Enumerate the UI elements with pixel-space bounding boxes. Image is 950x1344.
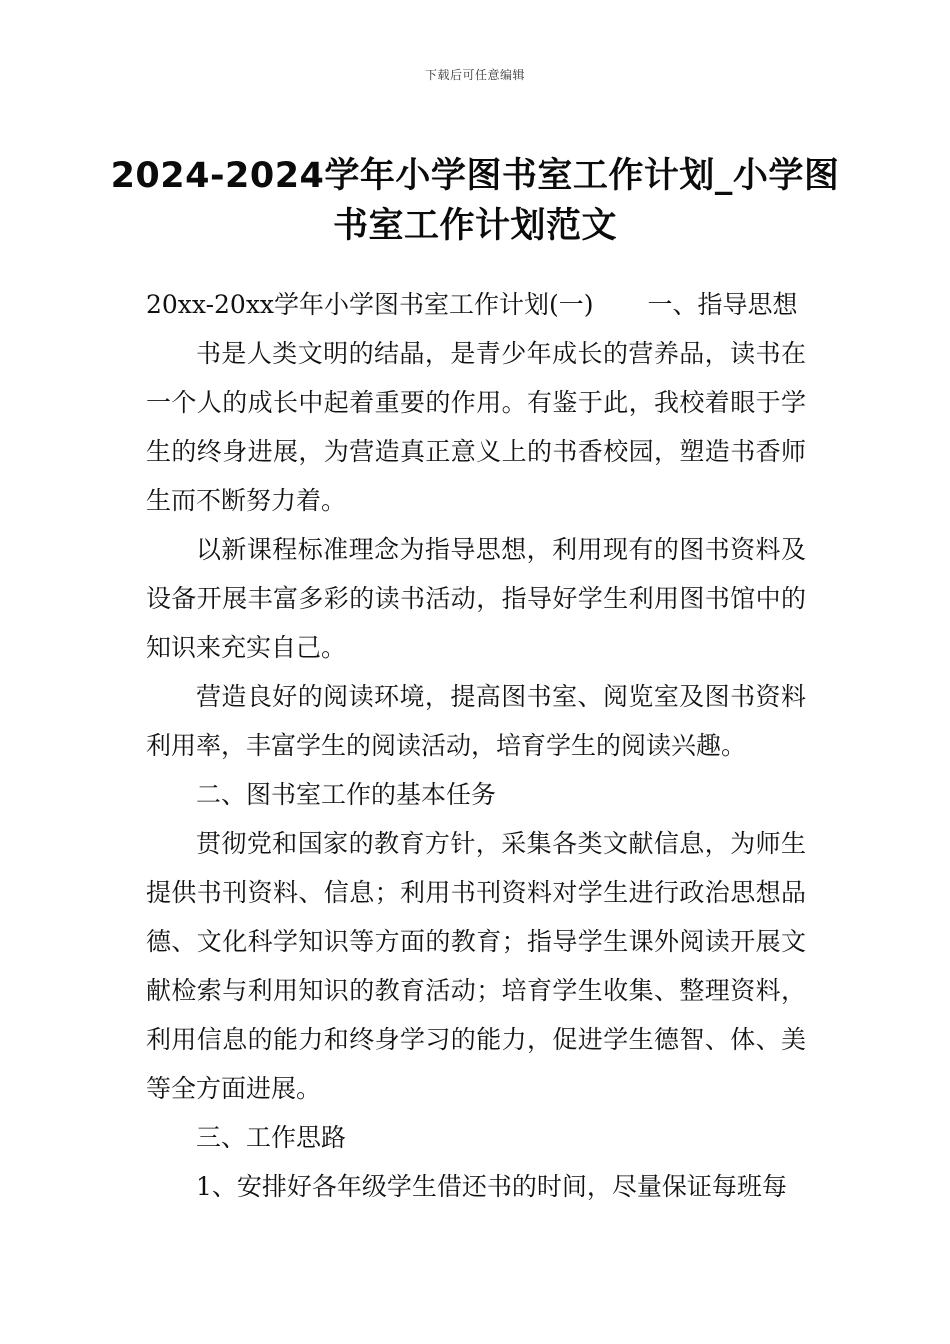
document-title: 2024-2024学年小学图书室工作计划_小学图书室工作计划范文 bbox=[110, 156, 840, 247]
paragraph-1: 书是人类文明的结晶，是青少年成长的营养品，读书在一个人的成长中起着重要的作用。有鉴于此，我校着眼于学生的终身进展，为营造真正意义上的书香校园，塑造书香师生而不断努力着。 bbox=[146, 339, 806, 515]
intro-lead-text: 20xx-20xx学年小学图书室工作计划(一) bbox=[146, 290, 594, 319]
section-heading-1: 一、指导思想 bbox=[647, 290, 798, 319]
section-heading-3: 三、工作思路 bbox=[196, 1123, 347, 1152]
intro-line bbox=[146, 280, 806, 329]
paragraph-3: 营造良好的阅读环境，提高图书室、阅览室及图书资料利用率，丰富学生的阅读活动，培育学生的阅读兴趣。 bbox=[146, 682, 806, 760]
paragraph-5: 1、安排好各年级学生借还书的时间，尽量保证每班每 bbox=[196, 1172, 787, 1201]
header-note: 下载后可任意编辑 bbox=[424, 68, 525, 82]
paragraph-4: 贯彻党和国家的教育方针，采集各类文献信息，为师生提供书刊资料、信息；利用书刊资料对学生进行政治思想品德、文化科学知识等方面的教育；指导学生课外阅读开展文献检索与利用知识的教育活动；培育学生收集、整理资料，利用信息的能力和终身学习的能力，促进学生德智、体、美等全方面进展。 bbox=[146, 829, 806, 1103]
paragraph-2: 以新课程标准理念为指导思想，利用现有的图书资料及设备开展丰富多彩的读书活动，指导好学生利用图书馆中的知识来充实自己。 bbox=[146, 535, 806, 662]
document-body bbox=[146, 280, 806, 1211]
section-heading-2: 二、图书室工作的基本任务 bbox=[196, 780, 497, 809]
